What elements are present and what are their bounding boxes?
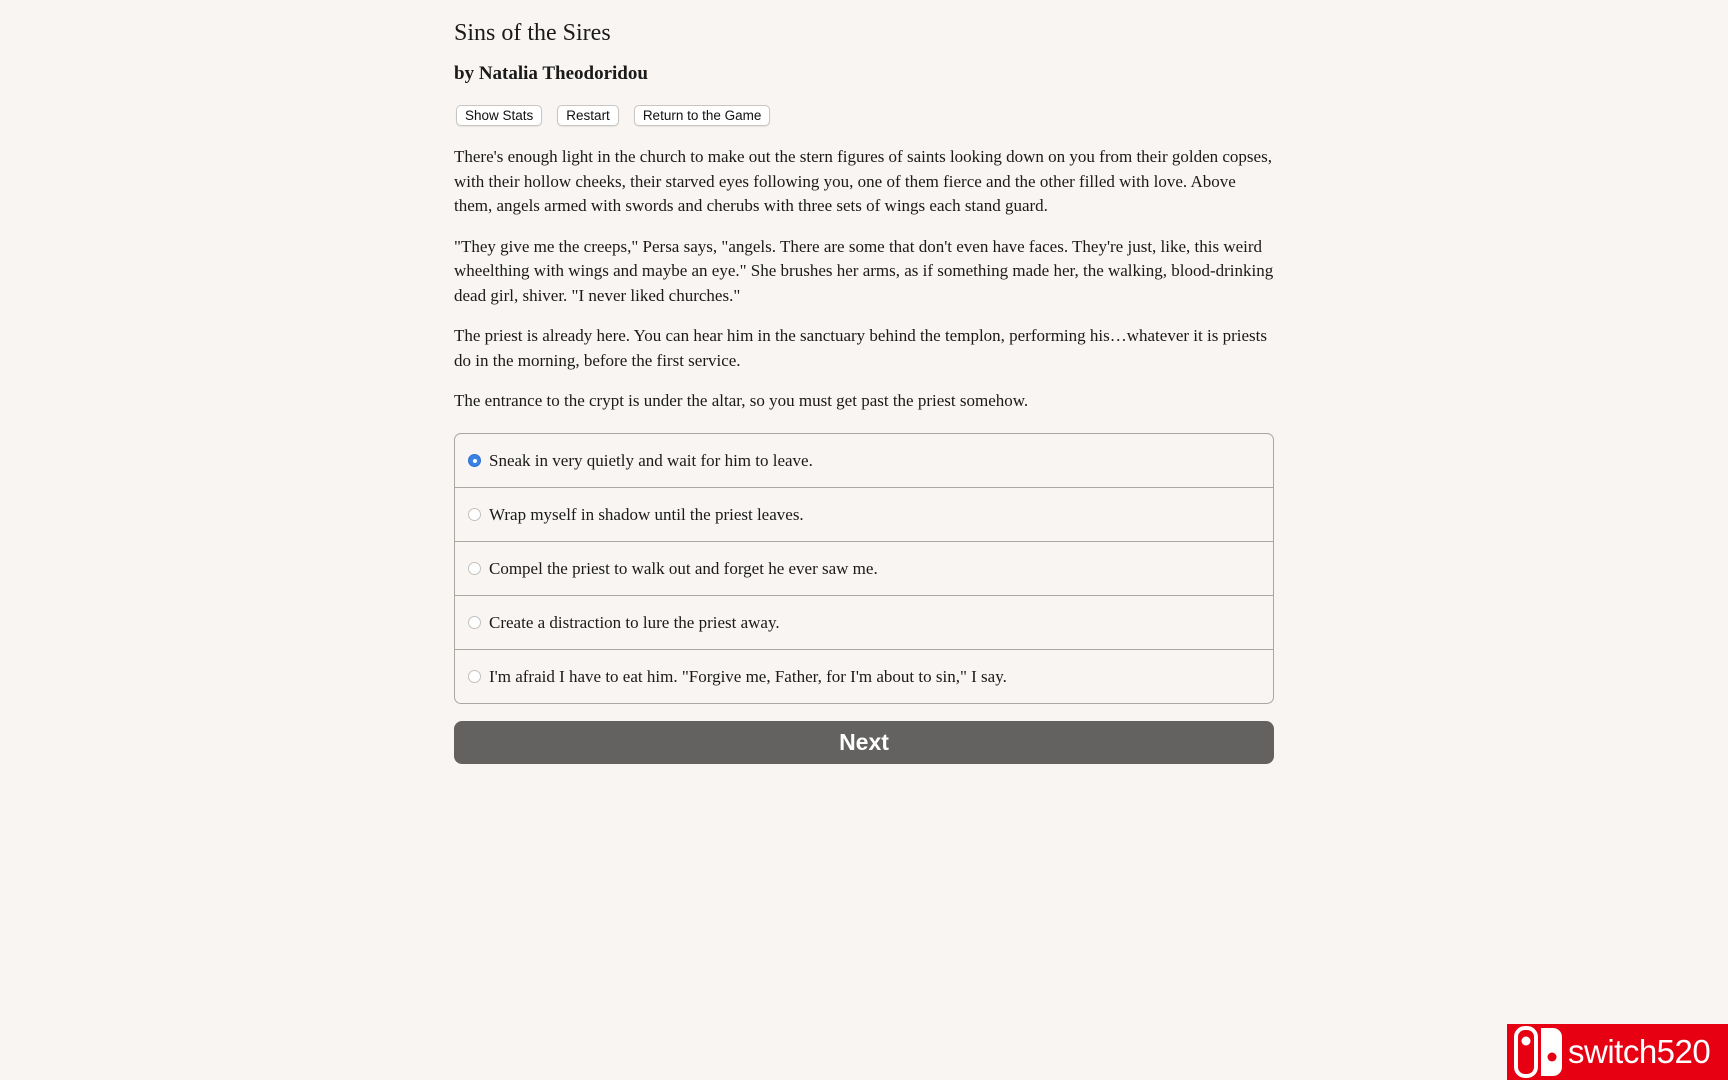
- next-button[interactable]: Next: [454, 721, 1274, 764]
- choice-option-5[interactable]: [455, 649, 1273, 703]
- radio-icon[interactable]: [468, 616, 481, 629]
- restart-button[interactable]: Restart: [557, 105, 619, 126]
- radio-icon[interactable]: [468, 562, 481, 575]
- choice-label: Create a distraction to lure the priest away.: [489, 612, 780, 632]
- game-author: by Natalia Theodoridou: [454, 63, 648, 84]
- return-to-game-button[interactable]: Return to the Game: [634, 105, 771, 126]
- radio-icon[interactable]: [468, 508, 481, 521]
- choice-label: Sneak in very quietly and wait for him to leave.: [489, 450, 813, 470]
- choice-option-4[interactable]: [455, 595, 1273, 649]
- radio-selected-icon[interactable]: [468, 454, 481, 467]
- watermark: [1507, 1024, 1728, 1080]
- choice-option-2[interactable]: [455, 487, 1273, 541]
- story-paragraph: "They give me the creeps," Persa says, "angels. There are some that don't even have faces. They're just, like, this weird wheelthing with wings and maybe an eye." She brushes her arms, as if something made her, the walking, blood-drinking dead girl, shiver. "I never liked churches.": [454, 236, 1274, 306]
- choice-list: [454, 433, 1274, 704]
- story-paragraph: There's enough light in the church to make out the stern figures of saints looking down on you from their golden copses, with their hollow cheeks, their starved eyes following you, one of them fierce and the other filled with love. Above them, angels armed with swords and cherubs with three sets of wings each stand guard.: [454, 147, 1272, 216]
- show-stats-button[interactable]: Show Stats: [456, 105, 542, 126]
- choice-option-3[interactable]: [455, 541, 1273, 595]
- choice-label: I'm afraid I have to eat him. "Forgive me, Father, for I'm about to sin," I say.: [489, 666, 1007, 686]
- story-paragraph: The priest is already here. You can hear him in the sanctuary behind the templon, performing his…whatever it is priests do in the morning, before the first service.: [454, 326, 1267, 370]
- choice-label: Wrap myself in shadow until the priest leaves.: [489, 504, 804, 524]
- radio-icon[interactable]: [468, 670, 481, 683]
- game-title: Sins of the Sires: [454, 20, 611, 46]
- watermark-text: switch520: [1568, 1033, 1711, 1070]
- choice-label: Compel the priest to walk out and forget he ever saw me.: [489, 558, 878, 578]
- choice-option-1[interactable]: [455, 434, 1273, 487]
- toolbar: [456, 105, 785, 126]
- story-text: [454, 145, 1274, 429]
- switch-logo-icon: [1513, 1026, 1565, 1078]
- story-paragraph: The entrance to the crypt is under the altar, so you must get past the priest somehow.: [454, 391, 1029, 411]
